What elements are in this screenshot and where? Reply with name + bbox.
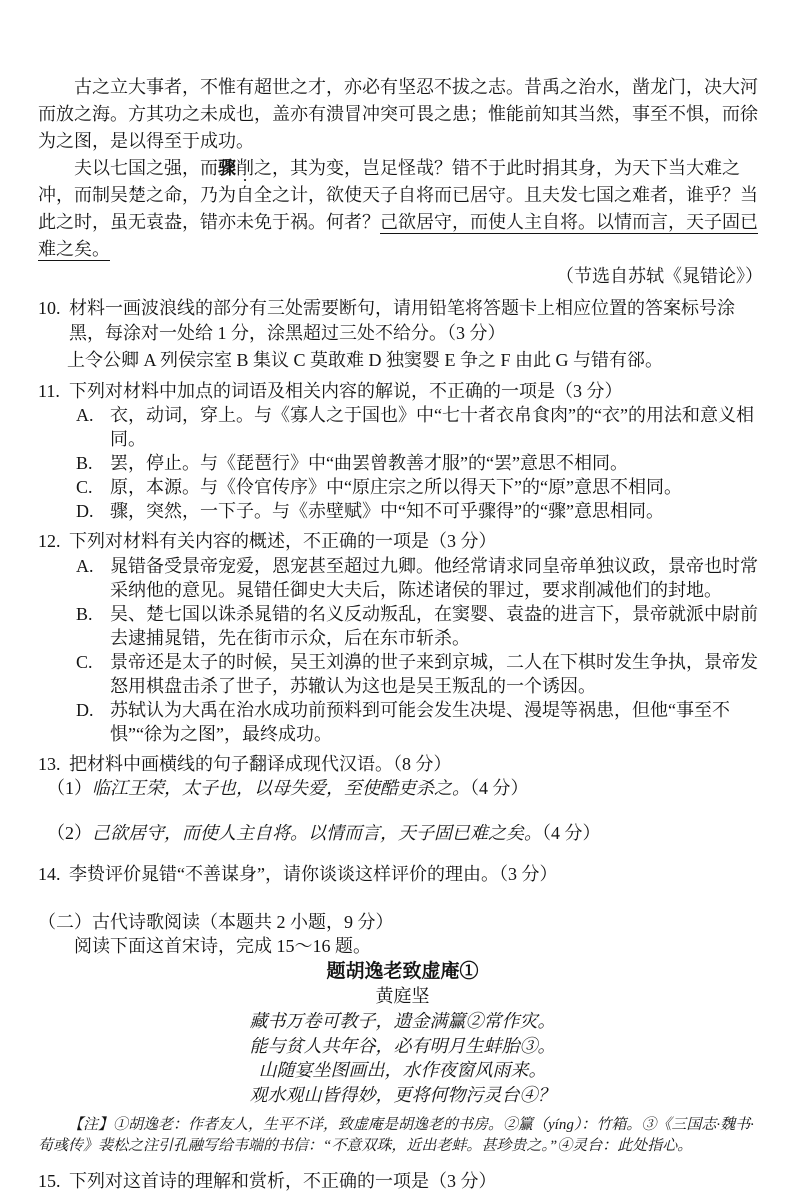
part-sentence: 己欲居守，而使人主自将。以情而言，天子固已难之矣。	[92, 823, 542, 843]
question-11-stem: 下列对材料中加点的词语及相关内容的解说，不正确的一项是（3 分）	[69, 380, 623, 401]
question-13-part-1	[38, 776, 767, 800]
question-10-segmentation-sentence: 上令公卿 A 列侯宗室 B 集议 C 莫敢难 D 独窦婴 E 争之 F 由此 G 与错有郤。	[67, 350, 664, 370]
question-12-option-c	[38, 650, 767, 698]
question-12-option-b	[38, 602, 767, 650]
question-10-number: 10.	[38, 298, 61, 318]
question-10-stem: 材料一画波浪线的部分有三处需要断句，请用铅笔将答题卡上相应位置的答案标号涂黑，每涂对一处给 1 分，涂黑超过三处不给分。（3 分）	[69, 298, 735, 343]
question-11-option-a	[38, 403, 767, 451]
question-11-option-c	[38, 475, 767, 499]
poem-author: 黄庭坚	[375, 986, 430, 1006]
poem-footnotes: 【注】①胡逸老：作者友人，生平不详，致虚庵是胡逸老的书房。②籯（yíng）：竹箱。③《三国志·魏书·荀彧传》裴松之注引孔融写给韦端的书信：“不意双珠，近出老蚌。甚珍贵之。”④灵台：此处指心。	[38, 1117, 754, 1154]
option-text: 晁错备受景帝宠爱，恩宠甚至超过九卿。他经常请求同皇帝单独议政，景帝也时常采纳他的意见。晁错任御史大夫后，陈述诸侯的罪过，要求削减他们的封地。	[110, 555, 758, 600]
part-label: （2）	[47, 823, 92, 843]
option-label: B.	[76, 603, 93, 624]
part-label: （1）	[47, 778, 92, 798]
question-11	[38, 379, 767, 404]
emphasis-dotted-char: 骤	[218, 158, 236, 178]
passage-text-before-dotted: 夫以七国之强，而	[74, 158, 218, 178]
question-15	[38, 1169, 767, 1191]
question-12-option-d	[38, 698, 767, 746]
option-text: 原，本源。与《伶官传序》中“原庄宗之所以得天下”的“原”意思不相同。	[110, 477, 682, 497]
option-text: 衣，动词，穿上。与《寡人之于国也》中“七十者衣帛食肉”的“衣”的用法和意义相同。	[110, 405, 754, 449]
question-11-option-d	[38, 499, 767, 523]
poem-line-3: 山随宴坐图画出，水作夜窗风雨来。	[258, 1060, 547, 1080]
question-13-stem: 把材料中画横线的句子翻译成现代汉语。（8 分）	[69, 753, 452, 774]
poem-line-1: 藏书万卷可教子，遗金满籯②常作灾。	[249, 1011, 556, 1031]
option-text: 吴、楚七国以诛杀晁错的名义反动叛乱，在窦婴、袁盎的进言下，景帝就派中尉前去逮捕晁错，先在街市示众，后在东市斩杀。	[110, 603, 758, 648]
option-text: 骤，突然，一下子。与《赤壁赋》中“知不可乎骤得”的“骤”意思相同。	[110, 501, 664, 521]
question-15-number: 15.	[38, 1171, 61, 1191]
question-10	[38, 296, 767, 345]
option-text: 罢，停止。与《琵琶行》中“曲罢曾教善才服”的“罢”意思不相同。	[110, 453, 628, 473]
part-score: （4 分）	[542, 823, 601, 843]
question-12	[38, 529, 767, 554]
passage-paragraph-1: 古之立大事者，不惟有超世之才，亦必有坚忍不拔之志。昔禹之治水，凿龙门，决大河而放之海。方其功之未成也，盖亦有溃冒冲突可畏之患；惟能前知其当然，事至不惧，而徐为之图，是以得至于成功。	[38, 77, 758, 151]
passage-text-middle: 削之，其为变，岂足怪哉？错不于此时捐其身，为天下当大难之冲，而制吴楚之命，乃为自全之计，欲使天子自将而已居守。且夫发七国之难者，谁乎？当此之时，虽无袁盎，错亦未免于祸。何者？	[38, 158, 758, 232]
question-15-stem: 下列对这首诗的理解和赏析，不正确的一项是（3 分）	[69, 1171, 497, 1191]
question-13	[38, 752, 767, 777]
option-label: C.	[76, 651, 93, 672]
question-11-option-b	[38, 451, 767, 475]
option-label: A.	[76, 405, 94, 425]
question-12-number: 12.	[38, 531, 61, 551]
poem-line-2: 能与贫人共年谷，必有明月生蚌胎③。	[249, 1035, 556, 1056]
passage-attribution: （节选自苏轼《晁错论》）	[556, 266, 763, 286]
underlined-translation-sentence: 己欲居守，而使人主自将。以情而言，天子固已难之矣。	[38, 212, 758, 259]
question-14-number: 14.	[38, 864, 61, 884]
part-score: （4 分）	[470, 778, 529, 798]
part-sentence: 临江王荣，太子也，以母失爱，至使酷吏杀之。	[92, 778, 470, 798]
poetry-section-heading: （二）古代诗歌阅读（本题共 2 小题，9 分）	[38, 911, 394, 932]
question-14-stem: 李贽评价晁错“不善谋身”，请你谈谈这样评价的理由。（3 分）	[69, 864, 558, 884]
question-13-part-2	[38, 821, 767, 845]
option-label: D.	[76, 501, 94, 521]
option-label: B.	[76, 453, 93, 473]
option-label: A.	[76, 555, 94, 576]
option-text: 景帝还是太子的时候，吴王刘濞的世子来到京城，二人在下棋时发生争执，景帝发怒用棋盘击杀了世子，苏辙认为这也是吴王叛乱的一个诱因。	[110, 651, 758, 696]
option-label: D.	[76, 699, 94, 720]
question-14	[38, 862, 767, 887]
question-13-number: 13.	[38, 753, 61, 774]
poem-line-4: 观水观山皆得妙，更将何物污灵台④？	[249, 1084, 556, 1105]
question-11-number: 11.	[38, 380, 60, 401]
poem-title: 题胡逸老致虚庵①	[326, 961, 479, 982]
passage-paragraph-2	[38, 155, 767, 263]
question-12-stem: 下列对材料有关内容的概述，不正确的一项是（3 分）	[69, 531, 497, 551]
option-label: C.	[76, 477, 93, 497]
question-12-option-a	[38, 554, 767, 602]
poetry-intro: 阅读下面这首宋诗，完成 15～16 题。	[74, 936, 371, 956]
option-text: 苏轼认为大禹在治水成功前预料到可能会发生决堤、漫堤等祸患，但他“事至不惧”“徐为之图”，最终成功。	[110, 699, 730, 744]
